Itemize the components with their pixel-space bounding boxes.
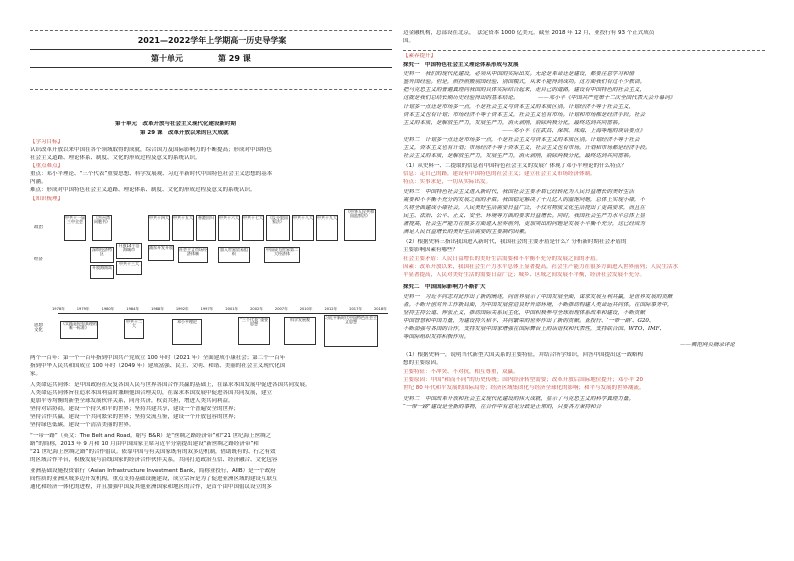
para1-line-2: 指到中华人民共和国成立 100 年时（2049 年）建成富强、民主、文明、和谐、美丽的社会主义现代化国 <box>30 363 286 369</box>
mid-dash-line <box>30 89 392 90</box>
key-line-2: 内涵。 <box>30 179 47 185</box>
intro-line-1: 边金融机构，总部设在北京， 法定资本 1000 亿美元。截至 2018 年 12 月，亚投行有 93 个正式成员 <box>403 30 655 36</box>
para2-line-2: 人类命运共同体旨在追求本国利益时兼顾他国合理关切，在谋求本国发展中促进各国共同发展，建立 <box>30 390 273 396</box>
timeline-year-2001年: 2001年 <box>225 307 239 311</box>
m3-line-3: 社会主义的本质，是解放生产力，发展生产力，消灭剥削，消除两极分化，最终达到共同富裕。 <box>403 153 635 159</box>
para4-line-1: 亚洲基础设施投资银行（Asian Infrastructure Investment Bank，简称亚投行，AIIB）是一个政府 <box>30 468 276 474</box>
box-taiwan-letter: 《告台湾同胞书》 <box>92 215 112 241</box>
review-title: 【知识梳理】 <box>30 196 64 202</box>
m2-line-3: 主义的本质，是解放生产力，发展生产力，消灭剥削，消除两极分化，最终达到共同富裕。 <box>403 120 624 126</box>
lesson-heading: 第 29 课 改革开放以来的巨大成就 <box>140 130 229 136</box>
timeline-year-1984年: 1984年 <box>126 307 140 311</box>
question-1: （1）从史料一、二提取的信息看中国特色社会主义的发展？体现了邓小平理论的什么特点？ <box>403 163 627 169</box>
answer-3-line-1: 主要特征：不冲突、不对抗，相互尊重，双赢。 <box>403 369 519 375</box>
key-line-3: 难点：形成对中国特色社会主义道路、理论体系、制度、文化的形成过程及意义的系统认识。 <box>30 187 256 193</box>
box-shenzhen: 深圳经济特区 <box>90 247 114 263</box>
para3-line-2: 路”的简称，2013 年 9 月和 10 月由中国国家主席习近平分别提出建设“新丝绸之路经济带”和 <box>30 441 259 447</box>
title-underline <box>30 49 392 50</box>
para2-line-1: 人类命运共同体：是中国政府在反复各国人民与世界各国合作共赢的基础上，在谋求本国发展中促进各国共同发展。 <box>30 382 311 388</box>
m5-line-2: 者。不断开创对外工作新局面，为中国发展营造良好外部环境，不断推动构建人类命运共同体。在国际事务中， <box>403 302 673 308</box>
box-18th-congress: 中共十八大 <box>292 215 314 241</box>
box-pudong: 浦东开发开放 <box>148 245 174 261</box>
timeline-year-1988年: 1988年 <box>151 307 164 311</box>
row-label-culture: 思想 文化 <box>34 323 43 334</box>
box-12th-congress: 中共十二大 <box>124 319 144 339</box>
inquiry2-title: 探究二 中国国际影响力不断扩大 <box>403 284 486 290</box>
box-15th-congress: 中共十五大 <box>172 215 194 241</box>
m4-line-2: 需要和不平衡不充分的发展之间的矛盾。我国稳定解决了十几亿人的温饱问题，总体上实现小康，不 <box>403 197 646 203</box>
m6-line-2: “一带一路”建设是全新的事物，在合作中有意见分歧是正常的，只要各方秉持和合 <box>403 404 602 410</box>
para2-line-4: 坚持对话协商，建设一个持久和平的世界；坚持共建共享，建设一个普遍安全的世界； <box>30 406 240 412</box>
box-scientific-outlook: 科学发展观 <box>284 317 316 345</box>
box-14th-congress: 中共十四大 <box>148 215 170 241</box>
m6-line-1: 史料二 中国改革开放和社会主义现代化建设的伟大成就，显示了马克思主义的科学真理力量。 <box>403 396 635 402</box>
goal-line-2: 社会主义道路、理论体系、制度、文化的形成过程及意义的系统认识。 <box>30 155 201 161</box>
row-label-economy: 经济 <box>34 257 43 262</box>
para3-line-1: “一带一路”（英文：The Belt and Road，缩写 B&R）是“丝绸之路经济带”和“21 世纪海上丝绸之 <box>30 433 272 439</box>
timeline-year-2018年: 2018年 <box>374 307 387 311</box>
answer-2-line-2: 因素：改革开放以来，我国社会生产力水平总体上显著提高，社会生产能力在很多方面进入世界前列；人民生活水 <box>403 264 679 270</box>
goal-title: 【学习目标】 <box>30 139 64 145</box>
key-title: 【重点难点】 <box>30 163 64 169</box>
box-17th-congress: 中共十七大 <box>242 215 264 241</box>
unit-heading: 第十单元 改革开放与社会主义现代化建设新时期 <box>115 121 237 127</box>
right-dash-line <box>403 50 765 51</box>
m1-line-4: 这就是我们总结长期历史经验得出的基本结论。 ——邓小平《中国共产党第十二次全国代表大会开幕词》 <box>403 95 676 101</box>
timeline-axis <box>58 313 388 314</box>
timeline-year-2010年: 2010年 <box>299 307 313 311</box>
timeline-year-2007年: 2007年 <box>274 307 288 311</box>
para3-line-3: “21 世纪海上丝绸之路”的合作倡议。依靠中国与有关国家既有的双多边机制，借助既有的、行之有效 <box>30 449 276 455</box>
box-wto: 加入世界贸易组织 <box>218 247 250 263</box>
para2-line-6: 坚持绿色低碳，建设一个清洁美丽的世界。 <box>30 422 135 428</box>
m5-line-6: 等国际组织发挥积极作用。 <box>403 334 470 340</box>
m2-line-1: 计划多一点还是市场多一点，不是社会主义与资本主义的本质区别。计划经济不等于社会主义， <box>403 104 635 110</box>
box-14-cities: 开放14个沿海城市 <box>116 243 142 259</box>
m4-line-3: 久将全面建成小康社会，人民美好生活需要日益广泛，不仅对物质文化生活提出了更高要求，而且在 <box>403 205 646 211</box>
box-market-economy: 社会主义市场经济体制 <box>178 247 208 263</box>
m4-line-4: 民主、法治、公平、正义、安全、环境等方面的要求日益增长。同时，我国社会生产力水平总体上显 <box>403 213 646 219</box>
para1-line-3: 家。 <box>30 371 42 377</box>
m1-line-2: 鉴外国经验。但是，照抄照搬别国经验、别国模式，从来不能得到成功。这方面我们有过不少教训。 <box>403 79 646 85</box>
para1-line-1: 两个一百年：第一个一百年指到中国共产党成立 100 年时（2021 年）全面建成小康社会；第二个一百年 <box>30 355 286 361</box>
para3-line-4: 的区域合作平台，积极发展与沿线国家的经济合作伙伴关系，共同打造政治互信、经济融合、文化包容 <box>30 457 278 463</box>
box-16th-congress: 中共十六大 <box>218 215 240 241</box>
box-three-represents: “三个代表”重要思想 <box>238 317 270 345</box>
goal-line-1: 认识改革开放以来中国在各个领域取得的成就，综合国力及国际影响力的不断提高；形成对中国特色 <box>30 147 273 153</box>
top-dash-line <box>30 30 392 31</box>
para4-line-3: 通化和经济一体化的进程，并且加强中国及其他亚洲国家和地区的合作，是首个由中国倡议设立的多 <box>30 484 273 490</box>
question-3-line-2: 想的主要原因。 <box>403 360 442 366</box>
timeline-diagram <box>30 205 392 350</box>
answer-3-line-2: 主要原因：中国“和而不同”的历史传统；国内经济转型需要；改革开放后国际地位提升；邓小平 20 <box>403 377 643 383</box>
m4-line-6: 满足人民日益增长的美好生活需要的主要制约因素。 <box>403 229 530 235</box>
para4-line-2: 间性质的亚洲区域多边开发机构，重点支持基础设施建设，成立宗旨是为了促进亚洲区域的建设互联互 <box>30 476 278 482</box>
timeline-year-1978年: 1978年 <box>52 307 65 311</box>
question-3-line-1: （1）根据史料一，说明当代新型大国关系的主要特征，并结合所学知识，回答中国提出这一战略构 <box>403 352 644 358</box>
timeline-year-1997年: 1997年 <box>200 307 214 311</box>
para2-line-5: 坚持合作共赢，建设一个共同繁荣的世界；坚持交流互鉴，建设一个开放包容的世界； <box>30 414 240 420</box>
m4-line-5: 著提高，社会生产能力在很多方面进入世界前列，更加突出的问题是发展不平衡不充分，这已经成为 <box>403 221 646 227</box>
box-hk-return: 香港回归 <box>196 215 216 241</box>
answer-3-line-3: 世纪 80 年代和平发展的国际局势；经济区域集团化与经济全球化的影响；和平与发展的世界潮流。 <box>403 385 645 391</box>
box-third-plenum: 中共十一届三中全会 <box>64 215 86 241</box>
timeline-year-1992年: 1992年 <box>175 307 189 311</box>
para2-line-3: 更加平等均衡的新型全球发展伙伴关系，同舟共济，权责共担，增进人类共同利益。 <box>30 398 234 404</box>
unit-underline <box>30 67 392 68</box>
m2-line-4: ——邓小平《在武昌、深圳、珠海、上海等地的谈话要点》 <box>403 128 646 134</box>
m5-line-4: 中国智慧和中国力量，为建设持久和平、共同繁荣的世界作出了新的贡献。亚投行、‘一带一路’、G20、 <box>403 318 655 324</box>
m4-line-1: 史料三 中国特色社会主义进入新时代，我国社会主要矛盾已经转化为人民日益增长的美好生活 <box>403 189 635 195</box>
m5-line-1: 史料一 习近平同志对此作出了新的阐述，向世界展示了中国发展全面，谋求发展互利共赢，是世界发展的贡献 <box>403 294 673 300</box>
box-anti-secession: 《反分裂国家法》 <box>266 215 290 241</box>
box-13th-congress: 中共十三大 <box>116 261 142 275</box>
improve-title: 【素养提升】 <box>403 53 437 59</box>
answer-1-line-1: 信息：走自己的路，建设有中国特色的社会主义；建立社会主义市场经济体制。 <box>403 171 596 177</box>
box-hainan: 开放海南岛 <box>90 265 114 279</box>
timeline-year-2017年: 2017年 <box>349 307 362 311</box>
question-2-line-2: 主要影响因素有哪些？ <box>403 247 459 253</box>
question-2-line-1: （2）根据史料三指出我国进入新时代，我国社会的主要矛盾是什么？分析新时期社会矛盾的 <box>403 239 627 245</box>
box-supervision-law: 《中华人民共和国监察法》 <box>344 209 376 241</box>
box-19th-congress: 中共十九大 <box>316 215 338 241</box>
answer-2-line-1: 社会主要矛盾：人民日益增长的美好生活需要和不平衡不充分的发展之间的矛盾。 <box>403 256 602 262</box>
row-label-politics: 政治 <box>34 225 43 230</box>
m5-source: ——典范网页摘录评论 <box>680 342 736 348</box>
timeline-year-2012年: 2012年 <box>324 307 338 311</box>
timeline-year-2002年: 2002年 <box>250 307 263 311</box>
answer-1-line-2: 特点：实事求是，一切从实际出发。 <box>403 179 492 185</box>
lesson-label: 第 29 课 <box>218 54 251 63</box>
box-second-economy: 中国成为世界第二大经济体 <box>264 247 300 263</box>
answer-2-line-3: 平显著提高，人民对美好生活的需要日益广泛；城乡、区域之间发展不平衡，经济社会发展不充分。 <box>403 272 646 278</box>
m1-line-3: 把马克思主义的普遍真理同我国的具体实际结合起来，走自己的道路，建设有中国特色的社会主义， <box>403 87 646 93</box>
inquiry1-title: 探究一 中国特色社会主义理论体系形成与发展 <box>403 62 519 68</box>
timeline-year-1979年: 1979年 <box>76 307 90 311</box>
m5-line-5: 不断加强与各国的合作，支持发展中国家增强在国际舞台上的话语权和代表性，支持联合国、WTO、IMF、 <box>403 326 665 332</box>
key-line-1: 重点：邓小平理论、“三个代表”重要思想、科学发展观、习近平新时代中国特色社会主义思想的基本 <box>30 171 273 177</box>
box-practice-truth: 《实践是检验真理的唯一标准》 <box>60 321 98 339</box>
doc-title: 2021—2022学年上学期高一历史导学案 <box>137 36 287 45</box>
intro-line-2: 国。 <box>403 38 415 44</box>
m1-line-1: 史料一 我们的现代化建设，必须从中国的实际出发。无论是革命还是建设，都要注意学习和借 <box>403 71 635 77</box>
timeline-year-1980年: 1980年 <box>101 307 115 311</box>
unit-label: 第十单元 <box>151 54 183 63</box>
m3-line-2: 主义，资本主义也有计划；市场经济不等于资本主义，社会主义也有市场。计划和市场都是经济手段。 <box>403 145 651 151</box>
m2-line-2: 资本主义也有计划；市场经济不等于资本主义，社会主义也有市场。计划和市场都是经济手段。社会 <box>403 112 646 118</box>
m5-line-3: 坚持主持公道、伸张正义，推动国际关系民主化，中国积极参与全球治理体系改革和建设，不断贡献 <box>403 310 646 316</box>
box-deng-theory: 邓小平理论 <box>172 319 202 345</box>
m3-line-1: 史料二 计划多一点还是市场多一点，不是社会主义与资本主义的本质区别。计划经济不等于社会 <box>403 137 640 143</box>
box-xi-thought: 习近平新时代中国特色社会主义思想 <box>324 315 378 347</box>
